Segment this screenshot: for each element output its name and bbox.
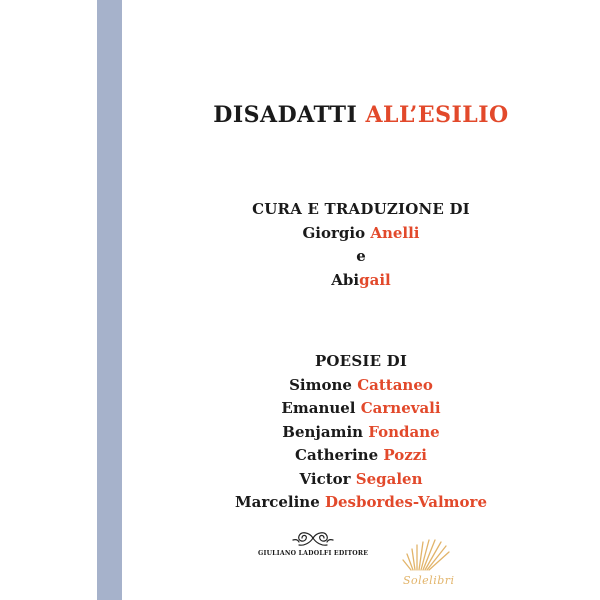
poet-last-name: Desbordes-Valmore <box>324 493 487 511</box>
title-part-1: DISADATTI <box>213 102 366 128</box>
series-name: Solelibri <box>403 574 455 587</box>
poet-name <box>122 444 600 468</box>
cover-spine-band <box>97 0 122 600</box>
sun-rays-icon <box>401 530 451 574</box>
scroll-ornament-icon <box>291 528 335 548</box>
poet-first-name: Emanuel <box>281 399 361 417</box>
poet-first-name: Marceline <box>235 493 325 511</box>
translator-name <box>122 222 600 246</box>
poet-name <box>122 491 600 515</box>
poet-name <box>122 468 600 492</box>
poet-name <box>122 397 600 421</box>
title-part-2: ALL’ESILIO <box>365 102 509 128</box>
translator-name <box>122 269 600 293</box>
translator-first-name: Abi <box>331 270 360 289</box>
poet-first-name: Victor <box>299 469 356 488</box>
poet-last-name: Cattaneo <box>357 375 433 394</box>
translators-block <box>122 198 600 292</box>
series-mark <box>395 530 465 590</box>
translator-first-name: Giorgio <box>302 223 371 242</box>
poet-first-name: Benjamin <box>282 422 369 441</box>
poet-first-name: Catherine <box>295 446 384 464</box>
poet-last-name: Carnevali <box>360 399 441 417</box>
poet-first-name: Simone <box>289 375 358 394</box>
poet-name <box>122 421 600 445</box>
publisher-mark <box>258 528 368 557</box>
poets-block <box>122 350 600 515</box>
poets-heading: POESIE DI <box>314 352 408 370</box>
poet-last-name: Fondane <box>368 422 440 441</box>
poet-last-name: Segalen <box>355 469 423 488</box>
translator-last-name: Anelli <box>370 223 420 242</box>
publisher-name: GIULIANO LADOLFI EDITORE <box>258 550 369 557</box>
book-title <box>122 102 600 128</box>
translator-last-name: gail <box>359 270 391 289</box>
curatela-heading: CURA E TRADUZIONE DI <box>252 200 470 218</box>
poet-name <box>122 374 600 398</box>
translators-connector: e <box>356 247 366 265</box>
poet-last-name: Pozzi <box>383 446 427 464</box>
